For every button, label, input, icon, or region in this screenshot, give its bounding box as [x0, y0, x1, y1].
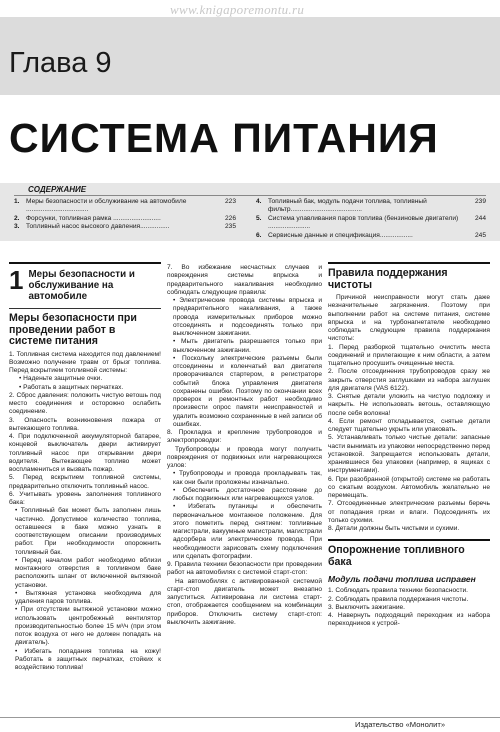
column-1: [9, 262, 161, 672]
paragraph: • При отсутствии вытяжной установки можно использовать центробежный вентилятор производительностью более 15 м³/ч (при этом поток воздуха от него не должен попадать на двигатель).: [15, 606, 161, 647]
paragraph: 2. После отсоединения трубопроводов сразу же закрыть отверстия заглушками из набора заглушек для двигателя (VAS 6122).: [328, 368, 490, 392]
paragraph: • Вытяжная установка необходима для удаления паров топлива.: [15, 589, 161, 605]
col3-body-2: [328, 587, 490, 628]
toc-item[interactable]: 1. Меры безопасности и обслуживание на автомобиле .................................. 223: [14, 198, 236, 214]
section-number: 1: [9, 265, 24, 295]
paragraph: • Избегать попадания топлива на кожу! Работать в защитных перчатках, стойких к воздействию топлива!: [15, 647, 161, 671]
paragraph: • Перед началом работ необходимо вблизи монтажного отверстия в топливном баке расположить шланг от включенной вытяжной установки.: [15, 556, 161, 589]
paragraph: • Поскольку электрические разъемы были отсоединены и коленчатый вал двигателя проворачивался стартером, в регистраторе событий блока управления двигателя сохранены ошибки. Поэтому по окончании всех проверок и ремонтных работ необходимо произвести опрос памяти неисправностей и удалить возможно сохраненные в ней записи об ошибках.: [173, 354, 322, 428]
page-title: СИСТЕМА ПИТАНИЯ: [9, 115, 439, 161]
publisher-footer: Издательство «Монолит»: [355, 720, 446, 729]
paragraph: 9. Правила техники безопасности при проведении работ на автомобилях с системой старт-стоп:: [167, 561, 322, 577]
paragraph: 1. Топливная система находится под давлением! Возможно получение травм от брызг топлива. Перед вскрытием топливной системы:: [9, 350, 161, 374]
section-title: Меры безопасности и обслуживание на автомобиле: [28, 269, 135, 302]
paragraph: • Электрические провода системы впрыска и предварительного накаливания, а также провода измерительных приборов можно отсоединять и подсоединять только при выключенном зажигании.: [173, 297, 322, 337]
footer-rule: [0, 717, 500, 718]
paragraph: 3. Выключить зажигание.: [328, 603, 406, 611]
column-3: [328, 262, 490, 629]
section-rule: [328, 539, 490, 541]
paragraph: На автомобилях с активированной системой старт-стоп двигатель может внезапно запуститься. Активирована ли система старт-стоп, отображается сообщением на комбинации приборов. Отключить систему старт-стоп: выключить зажигание.: [167, 577, 322, 626]
paragraph: 3. Опасность возникновения пожара от вытекающего топлива.: [9, 416, 161, 432]
paragraph: 3. Снятые детали уложить на чистую подложку и накрыть. Не использовать ветошь, оставляющую после себя волокна!: [328, 393, 490, 417]
section-heading: [9, 264, 161, 302]
toc-divider: [14, 195, 486, 196]
paragraph: 4. Навернуть подходящий переходник из набора переходников к устрой-: [328, 612, 490, 628]
paragraph: • Работать в защитных перчатках.: [19, 383, 124, 391]
toc-right-column: [256, 198, 486, 240]
paragraph: 8. Прокладка и крепление трубопроводов и электропроводки:: [167, 429, 322, 445]
paragraph: 8. Детали должны быть чистыми и сухими.: [328, 525, 460, 532]
paragraph: Трубопроводы и провода могут получить повреждения от подвижных или нагревающихся узлов:: [167, 445, 322, 469]
paragraph: • Трубопроводы и провода прокладывать так, как они были проложены изначально.: [173, 470, 322, 486]
col3-body: [328, 294, 490, 533]
paragraph: 2. Соблюдать правила поддержания чистоты.: [328, 595, 469, 603]
toc-heading: СОДЕРЖАНИЕ: [28, 185, 87, 194]
paragraph: 1. Соблюдать правила техники безопасности.: [328, 587, 468, 595]
col1-body: [9, 351, 161, 673]
paragraph: 4. При подключенной аккумуляторной батарее, концевой выключатель двери активирует топливный насос при открывании двери водителя. Вытекающее топливо может воспламениться и вызвать пожар.: [9, 433, 161, 473]
subsection-title: Меры безопасности при проведении работ в системе питания: [9, 308, 161, 348]
paragraph: 7. Отсоединенные электрические разъемы беречь от попадания грязи и влаги. Подсоединять их только сухими.: [328, 500, 490, 524]
toc-item[interactable]: 6. Сервисные данные и спецификация.................. 245: [256, 231, 486, 239]
paragraph: 1. Перед разборкой тщательно очистить места соединений и прилегающие к ним области, а затем тщательно просушить очищенные места.: [328, 343, 490, 367]
toc-item[interactable]: 5. Система улавливания паров топлива (бензиновые двигатели) ....................... 244: [256, 214, 486, 231]
toc-item[interactable]: 4. Топливный бак, модуль подачи топлива, топливный фильтр....................................... 239: [256, 198, 486, 214]
paragraph: • Мыть двигатель разрешается только при выключенном зажигании.: [173, 338, 322, 354]
toc-item[interactable]: 2. Форсунки, топливная рамка .......................... 226: [14, 214, 236, 222]
paragraph: • Обеспечить достаточное расстояние до любых подвижных или нагревающихся узлов.: [173, 486, 322, 502]
sub-subsection-title: Модуль подачи топлива исправен: [328, 574, 476, 585]
paragraph: 6. Учитывать уровень заполнения топливного бака:: [9, 490, 161, 506]
paragraph: 5. Перед вскрытием топливной системы, предварительно отключить топливный насос.: [9, 474, 161, 490]
paragraph: 2. Сброс давления: положить чистую ветошь под место соединения и осторожно ослабить соединение.: [9, 391, 161, 416]
table-of-contents: [0, 183, 500, 241]
watermark: www.knigaporemontu.ru: [170, 2, 305, 17]
toc-item[interactable]: 3. Топливный насос высокого давления................ 235: [14, 223, 236, 231]
paragraph: 7. Во избежание несчастных случаев и повреждения системы впрыска и предварительного накаливания необходимо соблюдать следующие правила:: [167, 264, 322, 296]
paragraph: Причиной неисправности могут стать даже незначительные загрязнения. Поэтому при выполнении работ на системе питания, системе впрыска и на турбонагнетателе необходимо соблюдать следующие правила поддержания чистоты:: [328, 294, 490, 343]
paragraph: 5. Устанавливать только чистые детали: запасные части вынимать из упаковки непосредственно перед установкой. Запрещается использовать детали, хранившиеся без упаковки (например, в ящиках с инструментами).: [328, 434, 490, 475]
paragraph: • Топливный бак может быть заполнен лишь частично. Допустимое количество топлива, оставшееся в баке можно узнать в соответствующем описании производимых работ. При необходимости опорожнить топливный бак.: [15, 507, 161, 556]
chapter-label: Глава 9: [9, 47, 112, 79]
subsection-title: Правила поддержания чистоты: [328, 267, 448, 291]
paragraph: 6. При разобранной (открытой) системе не работать со сжатым воздухом. Автомобиль желательно не перемещать.: [328, 475, 490, 499]
subsection-title: Опорожнение топливного бака: [328, 544, 465, 568]
toc-left-column: [14, 198, 236, 232]
paragraph: • Наденьте защитные очки.: [19, 375, 103, 383]
paragraph: 4. Если ремонт откладывается, снятые детали следует тщательно укрыть или упаковать.: [328, 417, 490, 433]
column-2: [167, 264, 322, 627]
section-rule: [328, 262, 490, 264]
paragraph: • Избегать путаницы и обеспечить первоначальное монтажное положение. Для этого пометить перед снятием: топливные магистрали, вакуумные магистрали, магистрали адсорбера или электрические провода. При необходимости зарисовать схему подключения или сделать фотографии.: [173, 503, 322, 560]
